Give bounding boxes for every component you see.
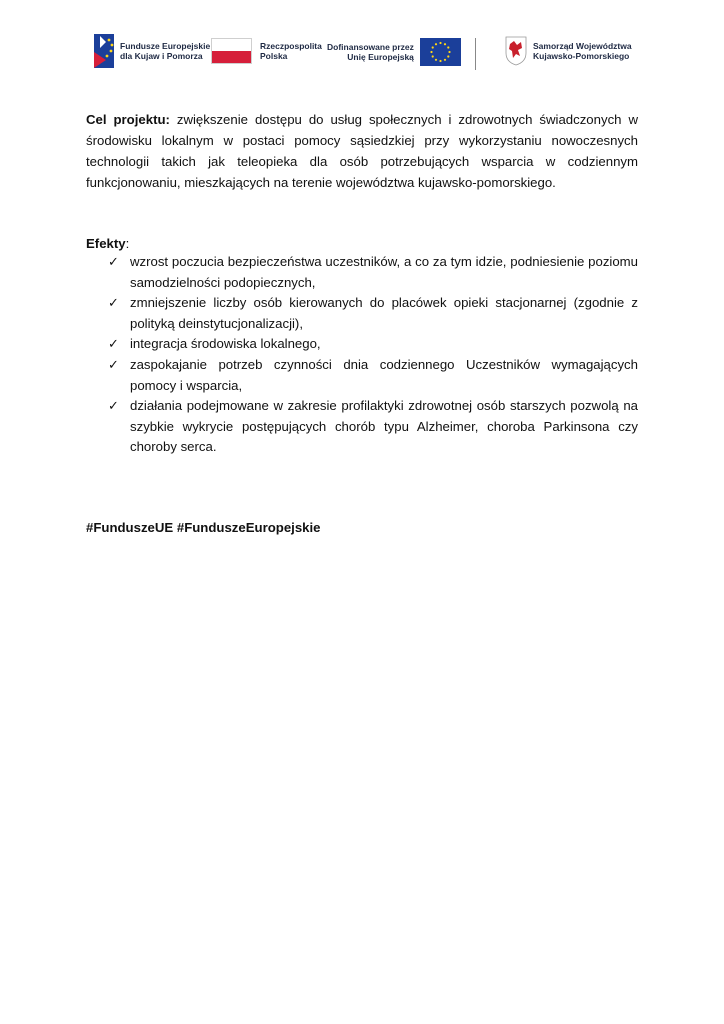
logo-rzeczpospolita (211, 38, 322, 64)
project-goal-label: Cel projektu: (86, 112, 170, 127)
logo-ue-line2: Unię Europejską (347, 52, 414, 62)
logo-fe-line2: dla Kujaw i Pomorza (120, 51, 203, 61)
logo-separator (475, 38, 476, 70)
effects-list (108, 252, 638, 458)
logo-rp-line2: Polska (260, 51, 288, 61)
effects-heading (86, 233, 638, 254)
effect-text: wzrost poczucia bezpieczeństwa uczestników, a co za tym idzie, podniesienie poziomu samodzielności podopiecznych, (130, 254, 638, 290)
list-item (108, 293, 638, 334)
coat-of-arms-icon (505, 36, 527, 66)
project-goal-paragraph (86, 109, 638, 193)
logo-fundusze-europejskie (92, 32, 210, 70)
check-icon: ✓ (108, 356, 119, 372)
check-icon: ✓ (108, 336, 119, 352)
logo-fe-line1: Fundusze Europejskie (120, 41, 211, 51)
effect-text: integracja środowiska lokalnego, (130, 336, 321, 352)
list-item (108, 355, 638, 396)
list-item (108, 334, 638, 355)
project-goal-text: zwiększenie dostępu do usług społecznych i zdrowotnych świadczonych w środowisku lokalnym w postaci pomocy sąsiedzkiej przy wykorzystaniu nowoczesnych technologii takich jak teleopieka dla osób potrzebujących wsparcia w codziennym funkcjonowaniu, mieszkających na terenie województwa kujawsko-pomorskiego. (86, 112, 638, 190)
effects-label: Efekty (86, 236, 126, 251)
fundusze-europejskie-icon (92, 32, 116, 70)
eu-flag-icon (420, 38, 461, 66)
effect-text: działania podejmowane w zakresie profilaktyki zdrowotnej osób starszych pozwolą na szybkie wykrycie postępujących chorób typu Alzheimer, choroba Parkinsona czy choroby serca. (130, 398, 638, 455)
check-icon: ✓ (108, 398, 119, 414)
logo-sw-line1: Samorząd Województwa (533, 41, 632, 51)
check-icon: ✓ (108, 254, 119, 269)
logo-ue-line1: Dofinansowane przez (327, 42, 414, 52)
hashtags: #FunduszeUE #FunduszeEuropejskie (86, 520, 321, 535)
effect-text: zmniejszenie liczby osób kierowanych do placówek opieki stacjonarnej (zgodnie z polityką deinstytucjonalizacji), (130, 295, 638, 331)
list-item (108, 252, 638, 293)
effect-text: zaspokajanie potrzeb czynności dnia codziennego Uczestników wymagających pomocy i wsparcia, (130, 356, 638, 393)
polish-flag-icon (211, 38, 252, 64)
effects-colon: : (125, 236, 130, 251)
logo-sw-line2: Kujawsko-Pomorskiego (533, 51, 630, 61)
logo-samorzad-wojewodztwa (505, 36, 632, 66)
logo-rp-line1: Rzeczpospolita (260, 41, 322, 51)
check-icon: ✓ (108, 295, 119, 311)
list-item (108, 396, 638, 458)
funding-logo-bar (0, 30, 724, 76)
logo-unia-europejska (327, 38, 461, 66)
